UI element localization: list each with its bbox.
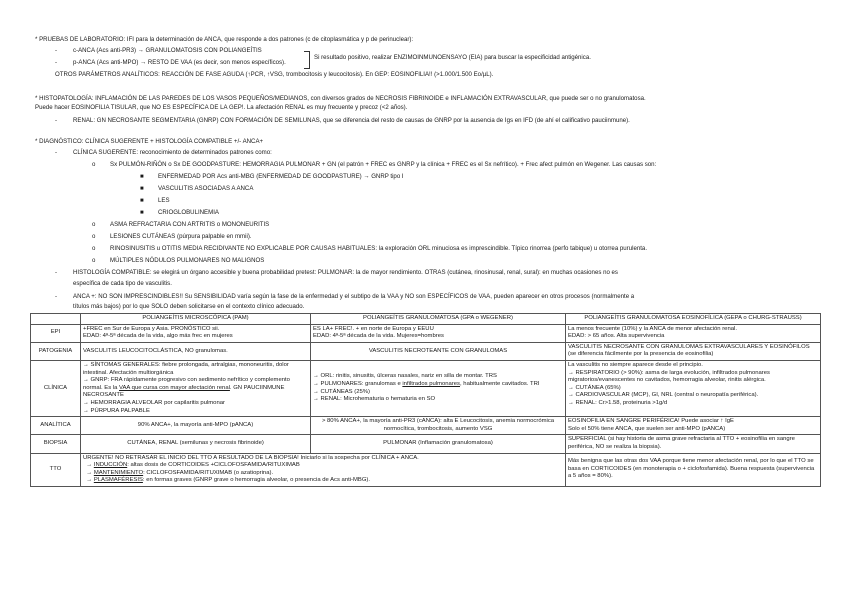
bullet-o: o: [92, 257, 96, 264]
lab-line-4: OTROS PARÁMETROS ANALÍTICOS: REACCIÓN DE FASE AGUDA (↑PCR, ↑VSG, trombocitosis y leucocitosis). En GEP: EOSINOFILIA!! (>1.000/1.500 Eo/µL).: [55, 71, 494, 78]
bullet-o: o: [92, 221, 96, 228]
diag-sx: Sx PULMÓN-RIÑÓN o Sx DE GOODPASTURE: HEMORRAGIA PULMONAR + GN (el patrón + FREC es GNRP y la clínica + FREC es el Sx nefrítico). + Frec afect pulmón en Wegener. Las causas son:: [110, 161, 657, 168]
square-bullet: ■: [140, 209, 144, 216]
histo-line-2: Puede hacer EOSINOFILIA TISULAR, que NO ES ESPECÍFICA DE LA GEP!. La afectación RENAL es muy frecuente y precoz (<2 años).: [35, 104, 408, 111]
cell-gepa: La menos frecuente (10%) y la ANCA de menor afectación renal. EDAD: > 65 años. Alta supervivencia: [566, 324, 821, 342]
dash-marker: -: [55, 149, 58, 156]
header-gpa: POLIANGEÍTIS GRANULOMATOSA (GPA o WEGENER): [311, 314, 566, 325]
bullet-o: o: [92, 233, 96, 240]
row-label: PATOGENIA: [31, 342, 81, 360]
lab-brace-note: Si resultado positivo, realizar ENZIMOINMUNOENSAYO (EIA) para buscar la especificidad antigénica.: [314, 54, 591, 61]
row-label: ANALÍTICA: [31, 417, 81, 435]
cell-pam: → SÍNTOMAS GENERALES: fiebre prolongada, artralgias, mononeuritis, dolor intestinal. Afectación multiorgánica → GNRP: FRA rápidamente progresivo con sedimento nefrítico y complemento normal. Es la VAA que cursa con mayor afectación renal. GN PAUCIINMUNE NECROSANTE → HEMORRAGIA ALVEOLAR por capilaritis pulmonar → PÚRPURA PALPABLE: [81, 360, 311, 416]
lab-line-2: c-ANCA (Acs anti-PR3) → GRANULOMATOSIS CON POLIANGEÍTIS: [73, 47, 262, 54]
cell-pam: VASCULITIS LEUCOCITOCLÁSTICA, NO granulomas.: [81, 342, 311, 360]
square-bullet: ■: [140, 197, 144, 204]
lab-line-1: * PRUEBAS DE LABORATORIO: IFI para la determinación de ANCA, que responde a dos patrones (c de citoplasmática y p de perinuclear):: [35, 36, 414, 43]
cell-gpa: ES LA+ FREC!. + en norte de Europa y EEUU EDAD: 4ª-5ª década de la vida. Mujeres=hombres: [311, 324, 566, 342]
diag-bullet: MÚLTIPLES NÓDULOS PULMONARES NO MALIGNOS: [110, 257, 265, 264]
bullet-o: o: [92, 245, 96, 252]
cell-gepa: La vasculitis no siempre aparece desde el principio. → RESPIRATORIO (> 90%): asma de larga evolución, infiltrados pulmonares migratorios/evanescentes no cavitados, hemorragia alveolar, rinitis alérgica. → CUTÁNEA (65%) → CARDIOVASCULAR (MCP), GI, NRL (central o neuropatía periférica). → RENAL: Cr>1.58, proteinuria >1g/d: [566, 360, 821, 416]
table-row-patogenia: [31, 342, 821, 360]
cell-gpa: → ORL: rinitis, sinusitis, úlceras nasales, nariz en silla de montar. TRS → PULMONARES: granulomas e infiltrados pulmonares, habitualmente cavitados. TRI → CUTÁNEAS (25%) → RENAL: Microhematuria o hematuria en SO: [311, 360, 566, 416]
cell-gepa: Más benigna que las otras dos VAA porque tiene menor afectación renal, por lo que el TTO se basa en CORTICOIDES (en monoterapia o + ciclofosfamida). Buena respuesta (supervivencia a 5 años = 80%).: [566, 453, 821, 486]
cell-gpa: VASCULITIS NECROTEANTE CON GRANULOMAS: [311, 342, 566, 360]
square-bullet: ■: [140, 185, 144, 192]
header-empty: [31, 314, 81, 325]
bullet-o: o: [92, 161, 96, 168]
dash-marker: -: [55, 293, 58, 300]
histo-line-1: * HISTOPATOLOGÍA: INFLAMACIÓN DE LAS PAREDES DE LOS VASOS PEQUEÑOS/MEDIANOS, con diversos grados de NECROSIS FIBRINOIDE e INFLAMACIÓN EXTRAVASCULAR, que puede ser o no granulomatosa.: [35, 95, 646, 102]
cell-gpa: > 80% ANCA+, la mayoría anti-PR3 (cANCA): alta E Leucocitosis, anemia normocrómica normocítica, trombocitosis, aumento VSG: [311, 417, 566, 435]
cell-gpa: PULMONAR (Inflamación granulomatosa): [311, 435, 566, 453]
dash-marker: -: [55, 47, 58, 54]
row-label: TTO: [31, 453, 81, 486]
diag-clinica: CLÍNICA SUGERENTE: reconocimiento de determinados patrones como:: [73, 149, 272, 156]
table-row-epi: [31, 324, 821, 342]
brace-connector: [304, 51, 310, 69]
cause-item: CRIOGLOBULINEMIA: [158, 209, 219, 216]
cell-gepa: SUPERFICIAL (si hay historia de asma grave refractaria al TTO + eosinofilia en sangre periférica, NO se realiza la biopsia).: [566, 435, 821, 453]
cell-pam: CUTÁNEA, RENAL (semilunas y necrosis fibrinoide): [81, 435, 311, 453]
square-bullet: ■: [140, 173, 144, 180]
cell-tto-pam-gpa: URGENTE! NO RETRASAR EL INICIO DEL TTO A RESULTADO DE LA BIOPSIA! Iniciarlo si la sospecha por CLÍNICA + ANCA. → INDUCCIÓN: altas dosis de CORTICOIDES +CICLOFOSFAMIDA/RITUXIMAB → MANTENIMIENTO: CICLOFOSFAMIDA/RITUXIMAB (o azatioprina). → PLASMAFÉRESIS: en formas graves (GNRP grave o hemorragia alveolar, o presencia de Acs anti-MBG).: [81, 453, 566, 486]
cell-pam: +FREC en Sur de Europa y Asia. PRONÓSTICO sii. EDAD: 4ª-5ª década de la vida, algo más frec en mujeres: [81, 324, 311, 342]
row-label: BIOPSIA: [31, 435, 81, 453]
header-pam: POLIANGEÍTIS MICROSCÓPICA (PAM): [81, 314, 311, 325]
cause-item: ENFERMEDAD POR Acs anti-MBG (ENFERMEDAD DE GOODPASTURE) → GNRP tipo I: [158, 173, 404, 180]
lab-line-3: p-ANCA (Acs anti-MPO) → RESTO DE VAA (es decir, son menos específicos).: [73, 59, 286, 66]
diag-bullet: LESIONES CUTÁNEAS (púrpura palpable en mmii).: [110, 233, 252, 240]
cause-item: VASCULITIS ASOCIADAS A ANCA: [158, 185, 254, 192]
table-row-analitica: [31, 417, 821, 435]
diag-anca-2: títulos más bajos) por lo que SOLO deben solicitarse en el contexto clínico adecuado.: [73, 303, 305, 310]
vasculitis-table: [30, 313, 821, 487]
diag-histo-2: específica de cada tipo de vasculitis.: [73, 280, 172, 287]
row-label: CLÍNICA: [31, 360, 81, 416]
diag-anca-1: ANCA +: NO SON IMPRESCINDIBLES!! Su SENSIBILIDAD varía según la fase de la enfermedad y el subtipo de la VAA y NO son ESPECÍFICOS de VAA, pueden aparecer en otros procesos (normalmente a: [73, 293, 635, 300]
diag-bullet: ASMA REFRACTARIA CON ARTRITIS o MONONEURITIS: [110, 221, 270, 228]
cell-gepa: VASCULITIS NECROSANTE CON GRANULOMAS EXTRAVASCULARES Y EOSINÓFILOS (se diferencia fácilmente por la presencia de eosinofilia): [566, 342, 821, 360]
table-header-row: [31, 314, 821, 325]
header-gepa: POLIANGEÍTIS GRANULOMATOSA EOSINOFÍLICA (GEPA o CHURG-STRAUSS): [566, 314, 821, 325]
histo-line-3: RENAL: GN NECROSANTE SEGMENTARIA (GNRP) CON FORMACIÓN DE SEMILUNAS, que se diferencia del resto de causas de GNRP por la ausencia de Igs en IFD (de ahí el calificativo pauciinmune).: [73, 117, 630, 124]
diag-bullet: RINOSINUSITIS u OTITIS MEDIA RECIDIVANTE NO EXPLICABLE POR CAUSAS HABITUALES: la exploración ORL minuciosa es imprescindible. Típico rinorrea (perfo tabique) u otorrea purulenta.: [110, 245, 648, 252]
diag-title: * DIAGNÓSTICO: CLÍNICA SUGERENTE + HISTOLOGÍA COMPATIBLE +/- ANCA+: [35, 138, 264, 145]
table-row-biopsia: [31, 435, 821, 453]
cause-item: LES: [158, 197, 170, 204]
row-label: EPI: [31, 324, 81, 342]
cell-pam: 90% ANCA+, la mayoría anti-MPO (pANCA): [81, 417, 311, 435]
dash-marker: -: [55, 59, 58, 66]
table-row-tto: [31, 453, 821, 486]
cell-gepa: EOSINOFILIA EN SANGRE PERIFÉRICA! Puede asociar ↑ IgE Solo el 50% tiene ANCA, que suelen ser anti-MPO (pANCA): [566, 417, 821, 435]
dash-marker: -: [55, 117, 58, 124]
diag-histo-1: HISTOLOGÍA COMPATIBLE: se elegirá un órgano accesible y buena probabilidad pretest: PULMONAR: la de mayor rendimiento. OTRAS (cutánea, rinosinusal, renal, sural): en muchas ocasiones no es: [73, 269, 618, 276]
table-row-clinica: [31, 360, 821, 416]
dash-marker: -: [55, 269, 58, 276]
